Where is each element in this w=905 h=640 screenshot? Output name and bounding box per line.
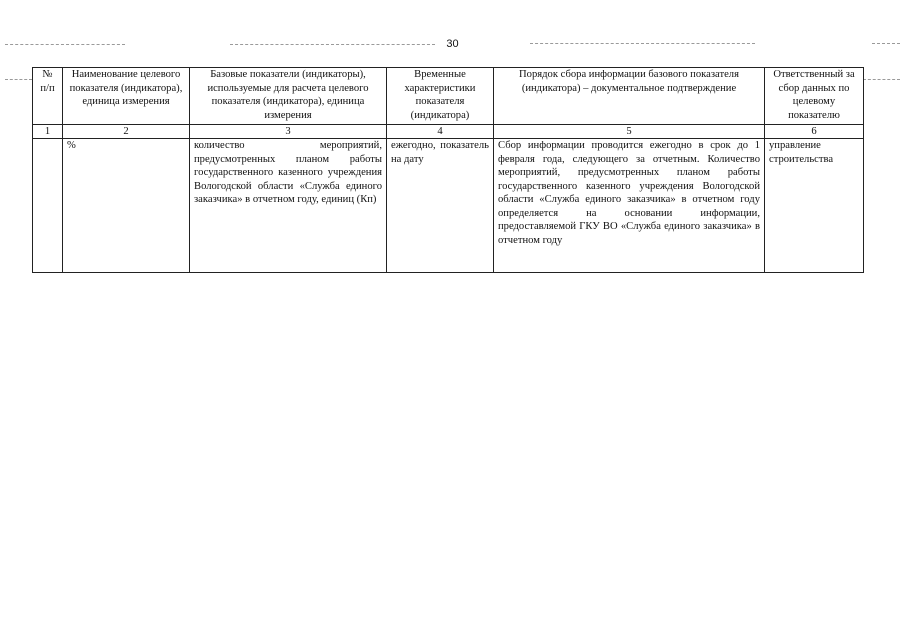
- page-number: 30: [446, 38, 459, 50]
- dashed-rule: [872, 43, 900, 44]
- cell-base-indicator: количество мероприятий, предусмотренных планом работы государственного казенного учреждения Вологодской области «Служба единого заказчика» в отчетном году, единиц (Кп): [190, 139, 387, 273]
- column-number: 4: [387, 125, 494, 139]
- cell-collection-procedure: Сбор информации проводится ежегодно в срок до 1 февраля года, следующего за отчетным. Количество мероприятий, предусмотренных планом работы государственного казенного учреждения Вологодской области «Служба единого заказчика» в отчетном году определяется на основании информации, предоставляемой ГКУ ВО «Служба единого заказчика» в отчетном году: [494, 139, 765, 273]
- header-indicator-name: Наименование целевого показателя (индикатора), единица измерения: [63, 68, 190, 125]
- table-header-row: [33, 68, 864, 125]
- header-collection-procedure: Порядок сбора информации базового показателя (индикатора) – документальное подтверждение: [494, 68, 765, 125]
- dashed-rule: [230, 44, 435, 45]
- dashed-rule: [5, 79, 32, 80]
- column-number: 6: [765, 125, 864, 139]
- cell-responsible: управление строительства: [765, 139, 864, 273]
- table-row: [33, 139, 864, 273]
- cell-unit: %: [63, 139, 190, 273]
- dashed-rule: [863, 79, 900, 80]
- column-number: 5: [494, 125, 765, 139]
- indicator-table: [32, 67, 864, 273]
- header-time-characteristics: Временные характеристики показателя (индикатора): [387, 68, 494, 125]
- cell-number: [33, 139, 63, 273]
- header-number: № п/п: [33, 68, 63, 125]
- column-number: 1: [33, 125, 63, 139]
- cell-time-characteristic: ежегодно, показатель на дату: [387, 139, 494, 273]
- header-base-indicators: Базовые показатели (индикаторы), используемые для расчета целевого показателя (индикатора), единица измерения: [190, 68, 387, 125]
- dashed-rule: [530, 43, 755, 44]
- column-number: 2: [63, 125, 190, 139]
- header-responsible: Ответственный за сбор данных по целевому показателю: [765, 68, 864, 125]
- column-number-row: [33, 125, 864, 139]
- dashed-rule: [5, 44, 125, 45]
- column-number: 3: [190, 125, 387, 139]
